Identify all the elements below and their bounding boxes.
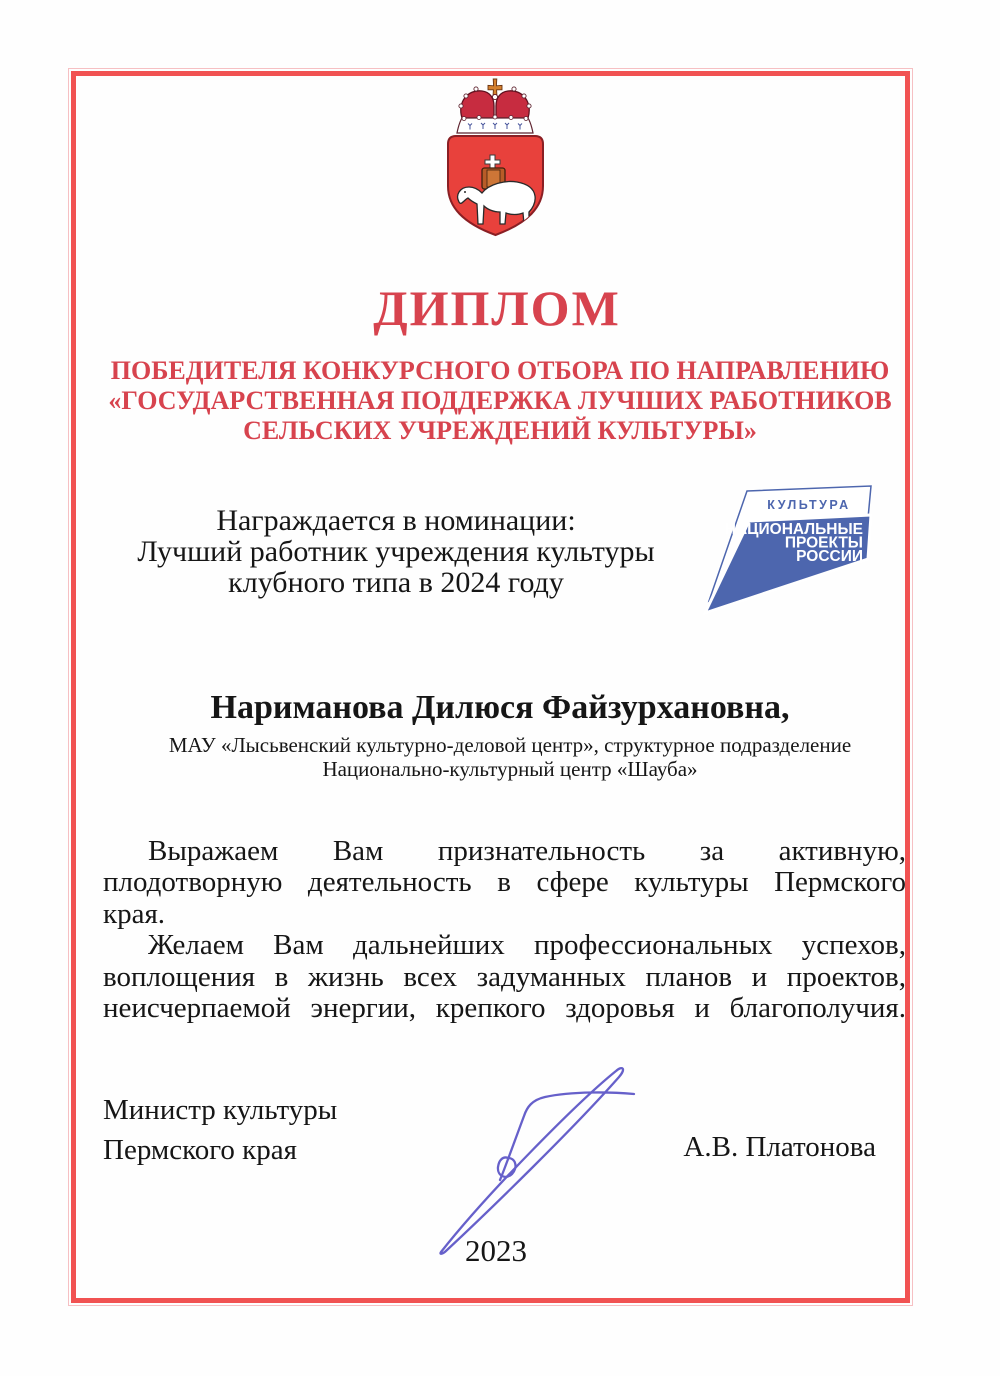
body-text-line: края. [103,897,166,930]
logo-line: НАЦИОНАЛЬНЫЕ [724,521,863,538]
logo-line: РОССИИ [796,548,863,565]
diploma-subtitle [60,356,940,446]
perm-coat-of-arms-icon [426,76,566,248]
body-text-line: Желаем Вам дальнейших профессиональных успехов, [148,929,906,962]
nomination-heading: Награждается в номинации: [216,504,576,537]
subtitle-line: СЕЛЬСКИХ УЧРЕЖДЕНИЙ КУЛЬТУРЫ» [243,416,757,445]
body-text-line: плодотворную деятельность в сфере культуры Пермского [103,866,906,899]
body-text-line: воплощения в жизнь всех задуманных планов и проектов, [103,960,906,993]
recipient-name: Нариманова Дилюся Файзурхановна, [210,689,790,726]
body-text-line: неисчерпаемой энергии, крепкого здоровья и благополучия. [103,992,906,1025]
logo-line: ПРОЕКТЫ [784,534,863,552]
nomination-line: Лучший работник учреждения культуры [137,535,655,568]
nomination-block [100,505,692,598]
signer-name: А.В. Платонова [683,1131,876,1163]
body-text-line: Выражаем Вам признательность за активную, [148,835,906,867]
national-projects-logo-icon [703,477,908,622]
organization-line: Национально-культурный центр «Шауба» [322,757,698,781]
logo-program-label: КУЛЬТУРА [767,498,851,512]
year-label: 2023 [465,1233,527,1268]
recipient-organization [90,733,930,781]
subtitle-line: «ГОСУДАРСТВЕННАЯ ПОДДЕРЖКА ЛУЧШИХ РАБОТНИКОВ [108,386,892,415]
subtitle-line: ПОБЕДИТЕЛЯ КОНКУРСНОГО ОТБОРА ПО НАПРАВЛЕНИЮ [110,356,890,385]
signer-position-line: Министр культуры [103,1094,338,1126]
organization-line: МАУ «Лысьвенский культурно-деловой центр», структурное подразделение [168,733,852,757]
nomination-line: клубного типа в 2024 году [228,566,564,599]
diploma-title: ДИПЛОМ [373,280,621,336]
signer-position-line: Пермского края [103,1134,297,1166]
signer-position [103,1090,337,1170]
body-text [103,836,906,1024]
